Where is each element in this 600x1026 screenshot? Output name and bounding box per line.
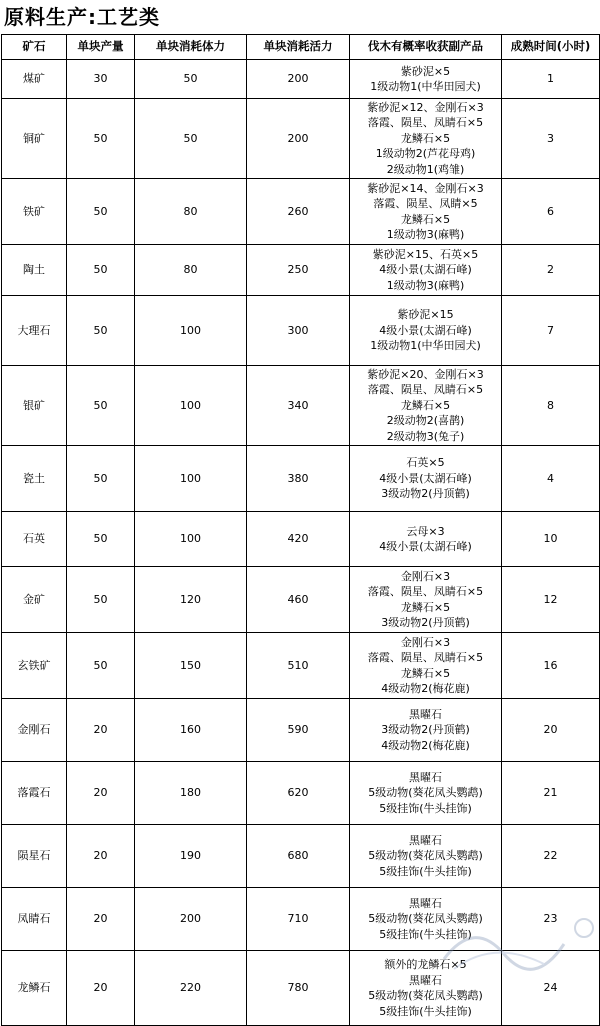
byproduct-line: 4级小景(太湖石峰) xyxy=(379,540,472,553)
byproduct-line: 黑曜石 xyxy=(409,896,442,910)
output-cell: 50 xyxy=(67,296,135,366)
byproducts-cell xyxy=(350,446,502,512)
header-time: 成熟时间(小时) xyxy=(502,35,600,60)
byproduct-line: 1级动物1(中华田园犬) xyxy=(370,339,481,353)
byproduct-line: 龙鳞石×5 xyxy=(400,600,451,614)
byproduct-line: 龙鳞石×5 xyxy=(400,131,451,145)
vitality-cell: 260 xyxy=(247,179,350,245)
byproduct-line: 4级动物2(梅花鹿) xyxy=(381,682,470,695)
stamina-cell: 180 xyxy=(135,762,247,825)
table-row xyxy=(2,245,600,296)
stamina-cell: 100 xyxy=(135,366,247,446)
byproduct-line: 4级小景(太湖石峰) xyxy=(379,323,472,337)
byproducts-cell xyxy=(350,633,502,699)
ore-name-cell: 煤矿 xyxy=(2,60,67,99)
table-row xyxy=(2,60,600,99)
time-cell: 6 xyxy=(502,179,600,245)
output-cell: 20 xyxy=(67,762,135,825)
vitality-cell: 340 xyxy=(247,366,350,446)
stamina-cell: 80 xyxy=(135,179,247,245)
page-title: 原料生产:工艺类 xyxy=(4,5,160,29)
byproduct-line: 5级动物(葵花凤头鹦鹉) xyxy=(368,912,483,926)
byproduct-line: 紫砂泥×12、金刚石×3 xyxy=(367,100,484,114)
stamina-cell: 100 xyxy=(135,296,247,366)
byproduct-line: 落霞、陨星、凤睛石×5 xyxy=(367,116,484,130)
byproduct-line: 3级动物2(丹顶鹤) xyxy=(381,616,470,629)
stamina-cell: 150 xyxy=(135,633,247,699)
time-cell: 21 xyxy=(502,762,600,825)
stamina-cell: 50 xyxy=(135,99,247,179)
byproduct-line: 龙鳞石×5 xyxy=(400,666,451,680)
output-cell: 50 xyxy=(67,633,135,699)
output-cell: 50 xyxy=(67,99,135,179)
byproduct-line: 2级动物2(喜鹊) xyxy=(386,414,465,428)
byproduct-line: 4级动物2(梅花鹿) xyxy=(381,738,470,752)
table-row xyxy=(2,762,600,825)
time-cell: 3 xyxy=(502,99,600,179)
vitality-cell: 300 xyxy=(247,296,350,366)
stamina-cell: 100 xyxy=(135,446,247,512)
byproducts-cell xyxy=(350,60,502,99)
stamina-cell: 50 xyxy=(135,60,247,99)
ore-name-cell: 铜矿 xyxy=(2,99,67,179)
ore-name-cell: 金刚石 xyxy=(2,699,67,762)
table-row xyxy=(2,888,600,951)
header-byproducts: 伐木有概率收获副产品 xyxy=(350,35,502,60)
ore-name-cell: 石英 xyxy=(2,512,67,567)
vitality-cell: 460 xyxy=(247,567,350,633)
time-cell: 2 xyxy=(502,245,600,296)
header-vitality: 单块消耗活力 xyxy=(247,35,350,60)
byproduct-line: 黑曜石 xyxy=(409,833,442,847)
header-output: 单块产量 xyxy=(67,35,135,60)
time-cell: 20 xyxy=(502,699,600,762)
byproducts-cell xyxy=(350,179,502,245)
byproduct-line: 2级动物3(兔子) xyxy=(386,429,465,443)
table-row xyxy=(2,99,600,179)
stamina-cell: 220 xyxy=(135,951,247,1026)
time-cell: 7 xyxy=(502,296,600,366)
stamina-cell: 120 xyxy=(135,567,247,633)
output-cell: 50 xyxy=(67,446,135,512)
byproduct-line: 3级动物2(丹顶鹤) xyxy=(381,723,470,737)
output-cell: 20 xyxy=(67,825,135,888)
byproduct-line: 紫砂泥×15、石英×5 xyxy=(372,247,479,261)
byproduct-line: 1级动物3(麻鸭) xyxy=(386,278,465,292)
byproduct-line: 5级挂饰(牛头挂饰) xyxy=(379,864,472,878)
ore-name-cell: 铁矿 xyxy=(2,179,67,245)
output-cell: 50 xyxy=(67,366,135,446)
time-cell: 12 xyxy=(502,567,600,633)
ore-name-cell: 银矿 xyxy=(2,366,67,446)
ore-name-cell: 大理石 xyxy=(2,296,67,366)
byproducts-cell xyxy=(350,825,502,888)
header-stamina: 单块消耗体力 xyxy=(135,35,247,60)
output-cell: 20 xyxy=(67,888,135,951)
byproduct-line: 黑曜石 xyxy=(409,707,442,721)
vitality-cell: 200 xyxy=(247,60,350,99)
byproduct-line: 2级动物1(鸡雏) xyxy=(386,162,465,176)
vitality-cell: 780 xyxy=(247,951,350,1026)
time-cell: 22 xyxy=(502,825,600,888)
byproduct-line: 金刚石×3 xyxy=(400,635,451,649)
byproduct-line: 1级动物3(麻鸭) xyxy=(386,228,465,241)
stamina-cell: 160 xyxy=(135,699,247,762)
ore-production-table xyxy=(1,34,600,1026)
time-cell: 10 xyxy=(502,512,600,567)
table-row xyxy=(2,633,600,699)
table-row xyxy=(2,446,600,512)
byproduct-line: 5级动物(葵花凤头鹦鹉) xyxy=(368,786,483,800)
table-row xyxy=(2,699,600,762)
output-cell: 50 xyxy=(67,567,135,633)
table-row xyxy=(2,567,600,633)
ore-name-cell: 龙鳞石 xyxy=(2,951,67,1026)
vitality-cell: 420 xyxy=(247,512,350,567)
byproduct-line: 5级挂饰(牛头挂饰) xyxy=(379,927,472,941)
output-cell: 30 xyxy=(67,60,135,99)
byproduct-line: 5级挂饰(牛头挂饰) xyxy=(379,801,472,815)
byproduct-line: 落霞、陨星、凤睛×5 xyxy=(373,197,478,210)
table-row xyxy=(2,179,600,245)
byproduct-line: 金刚石×3 xyxy=(400,569,451,583)
byproducts-cell xyxy=(350,888,502,951)
output-cell: 50 xyxy=(67,512,135,567)
vitality-cell: 200 xyxy=(247,99,350,179)
table-row xyxy=(2,512,600,567)
byproducts-cell xyxy=(350,512,502,567)
byproducts-cell xyxy=(350,567,502,633)
ore-name-cell: 瓷土 xyxy=(2,446,67,512)
byproduct-line: 1级动物2(芦花母鸡) xyxy=(375,147,476,161)
byproduct-line: 龙鳞石×5 xyxy=(400,398,451,412)
table-row xyxy=(2,366,600,446)
byproduct-line: 紫砂泥×14、金刚石×3 xyxy=(367,181,484,195)
byproduct-line: 紫砂泥×5 xyxy=(400,64,451,78)
vitality-cell: 510 xyxy=(247,633,350,699)
vitality-cell: 380 xyxy=(247,446,350,512)
byproducts-cell xyxy=(350,99,502,179)
byproduct-line: 黑曜石 xyxy=(409,973,442,987)
byproducts-cell xyxy=(350,699,502,762)
byproduct-line: 黑曜石 xyxy=(409,770,442,784)
byproduct-line: 4级小景(太湖石峰) xyxy=(379,263,472,277)
byproducts-cell xyxy=(350,296,502,366)
output-cell: 50 xyxy=(67,179,135,245)
byproduct-line: 5级动物(葵花凤头鹦鹉) xyxy=(368,989,483,1002)
time-cell: 24 xyxy=(502,951,600,1026)
stamina-cell: 80 xyxy=(135,245,247,296)
byproduct-line: 落霞、陨星、凤睛石×5 xyxy=(367,651,484,664)
byproduct-line: 额外的龙鳞石×5 xyxy=(384,958,467,971)
byproduct-line: 3级动物2(丹顶鹤) xyxy=(381,487,470,501)
byproduct-line: 落霞、陨星、凤睛石×5 xyxy=(367,383,484,397)
time-cell: 8 xyxy=(502,366,600,446)
byproduct-line: 4级小景(太湖石峰) xyxy=(379,471,472,485)
table-row xyxy=(2,825,600,888)
byproduct-line: 石英×5 xyxy=(406,456,445,470)
vitality-cell: 250 xyxy=(247,245,350,296)
time-cell: 23 xyxy=(502,888,600,951)
table-row xyxy=(2,951,600,1026)
ore-name-cell: 金矿 xyxy=(2,567,67,633)
byproduct-line: 5级挂饰(牛头挂饰) xyxy=(379,1004,472,1018)
byproduct-line: 紫砂泥×15 xyxy=(397,308,454,322)
ore-name-cell: 凤睛石 xyxy=(2,888,67,951)
stamina-cell: 190 xyxy=(135,825,247,888)
stamina-cell: 100 xyxy=(135,512,247,567)
byproduct-line: 1级动物1(中华田园犬) xyxy=(370,80,481,93)
byproducts-cell xyxy=(350,951,502,1026)
time-cell: 4 xyxy=(502,446,600,512)
byproduct-line: 落霞、陨星、凤睛石×5 xyxy=(367,585,484,598)
output-cell: 20 xyxy=(67,699,135,762)
table-header-row xyxy=(2,35,600,60)
byproduct-line: 云母×3 xyxy=(406,524,445,538)
byproducts-cell xyxy=(350,762,502,825)
byproducts-cell xyxy=(350,366,502,446)
time-cell: 1 xyxy=(502,60,600,99)
byproduct-line: 龙鳞石×5 xyxy=(400,212,451,226)
vitality-cell: 620 xyxy=(247,762,350,825)
ore-name-cell: 陨星石 xyxy=(2,825,67,888)
header-ore: 矿石 xyxy=(2,35,67,60)
output-cell: 20 xyxy=(67,951,135,1026)
vitality-cell: 710 xyxy=(247,888,350,951)
byproduct-line: 5级动物(葵花凤头鹦鹉) xyxy=(368,849,483,863)
vitality-cell: 590 xyxy=(247,699,350,762)
ore-name-cell: 落霞石 xyxy=(2,762,67,825)
ore-name-cell: 陶土 xyxy=(2,245,67,296)
table-row xyxy=(2,296,600,366)
ore-name-cell: 玄铁矿 xyxy=(2,633,67,699)
time-cell: 16 xyxy=(502,633,600,699)
byproduct-line: 紫砂泥×20、金刚石×3 xyxy=(367,367,484,381)
stamina-cell: 200 xyxy=(135,888,247,951)
output-cell: 50 xyxy=(67,245,135,296)
vitality-cell: 680 xyxy=(247,825,350,888)
byproducts-cell xyxy=(350,245,502,296)
